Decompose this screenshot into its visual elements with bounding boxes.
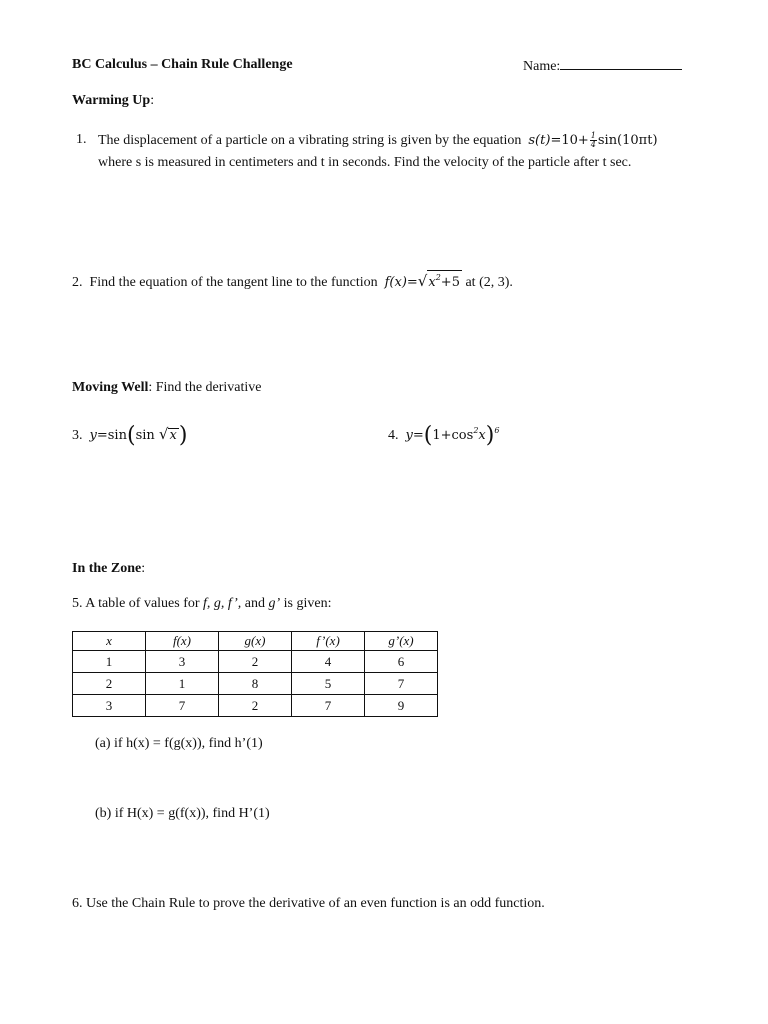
q4: 4. $y=(1+\cos^2x)^6$ <box>388 423 500 448</box>
q1-line-2: where s is measured in centimeters and t in seconds. Find the velocity of the particle after t sec. <box>98 155 632 170</box>
values-table <box>72 631 438 717</box>
q3-equation: y=sin(sin √x) <box>89 423 188 448</box>
table-cell: 2 <box>73 673 146 695</box>
q2: 2. Find the equation of the tangent line to the function $f(x)=√x^2+5$ at (2, 3). <box>72 272 513 290</box>
q1-fraction: $\frac{1}{4}$ <box>590 131 596 149</box>
q1-number: 1. <box>76 132 87 147</box>
name-field <box>523 57 682 75</box>
table-cell: 3 <box>146 651 219 673</box>
table-cell: 5 <box>292 673 365 695</box>
q2-equation: $f(x)=√x^2+5$ <box>384 272 460 290</box>
q5-part-b: (b) if H(x) = g(f(x)), find H’(1) <box>95 806 270 821</box>
table-cell: 1 <box>73 651 146 673</box>
table-header-cell: f(x) <box>146 632 219 651</box>
table-cell: 2 <box>219 695 292 717</box>
table-row <box>73 673 438 695</box>
table-cell: 6 <box>365 651 438 673</box>
table-row <box>73 695 438 717</box>
table-row <box>73 651 438 673</box>
table-header-cell: x <box>73 632 146 651</box>
page-title: BC Calculus – Chain Rule Challenge <box>72 57 293 72</box>
q6: 6. Use the Chain Rule to prove the derivative of an even function is an odd function. <box>72 896 545 911</box>
q4-equation: $y=(1+\cos^2x)^6$ <box>405 423 500 448</box>
table-cell: 2 <box>219 651 292 673</box>
q1-equation: s(t)=10+ $\frac{1}{4}$ sin(10πt) <box>528 131 658 149</box>
name-label: Name: <box>523 59 561 74</box>
q1-line-1: The displacement of a particle on a vibrating string is given by the equation s(t)=10+ $\frac{1}{4}$ sin(10πt) <box>98 131 658 149</box>
table-cell: 3 <box>73 695 146 717</box>
table-cell: 1 <box>146 673 219 695</box>
table-cell: 7 <box>292 695 365 717</box>
name-blank <box>560 57 682 70</box>
section-warming-up: Warming Up: <box>72 93 155 108</box>
section-in-the-zone: In the Zone: <box>72 561 146 576</box>
table-cell: 4 <box>292 651 365 673</box>
table-cell: 7 <box>365 673 438 695</box>
table-header-cell: f’(x) <box>292 632 365 651</box>
table-cell: 7 <box>146 695 219 717</box>
q3: 3. y=sin(sin √x) <box>72 423 188 448</box>
section-moving-well: Moving Well: Find the derivative <box>72 380 262 395</box>
q5-intro: 5. A table of values for f, g, f’, and g’ is given: <box>72 596 332 611</box>
table-header-cell: g(x) <box>219 632 292 651</box>
table-cell: 9 <box>365 695 438 717</box>
table-header-cell: g’(x) <box>365 632 438 651</box>
table-cell: 8 <box>219 673 292 695</box>
table-header-row <box>73 632 438 651</box>
q5-part-a: (a) if h(x) = f(g(x)), find h’(1) <box>95 736 263 751</box>
